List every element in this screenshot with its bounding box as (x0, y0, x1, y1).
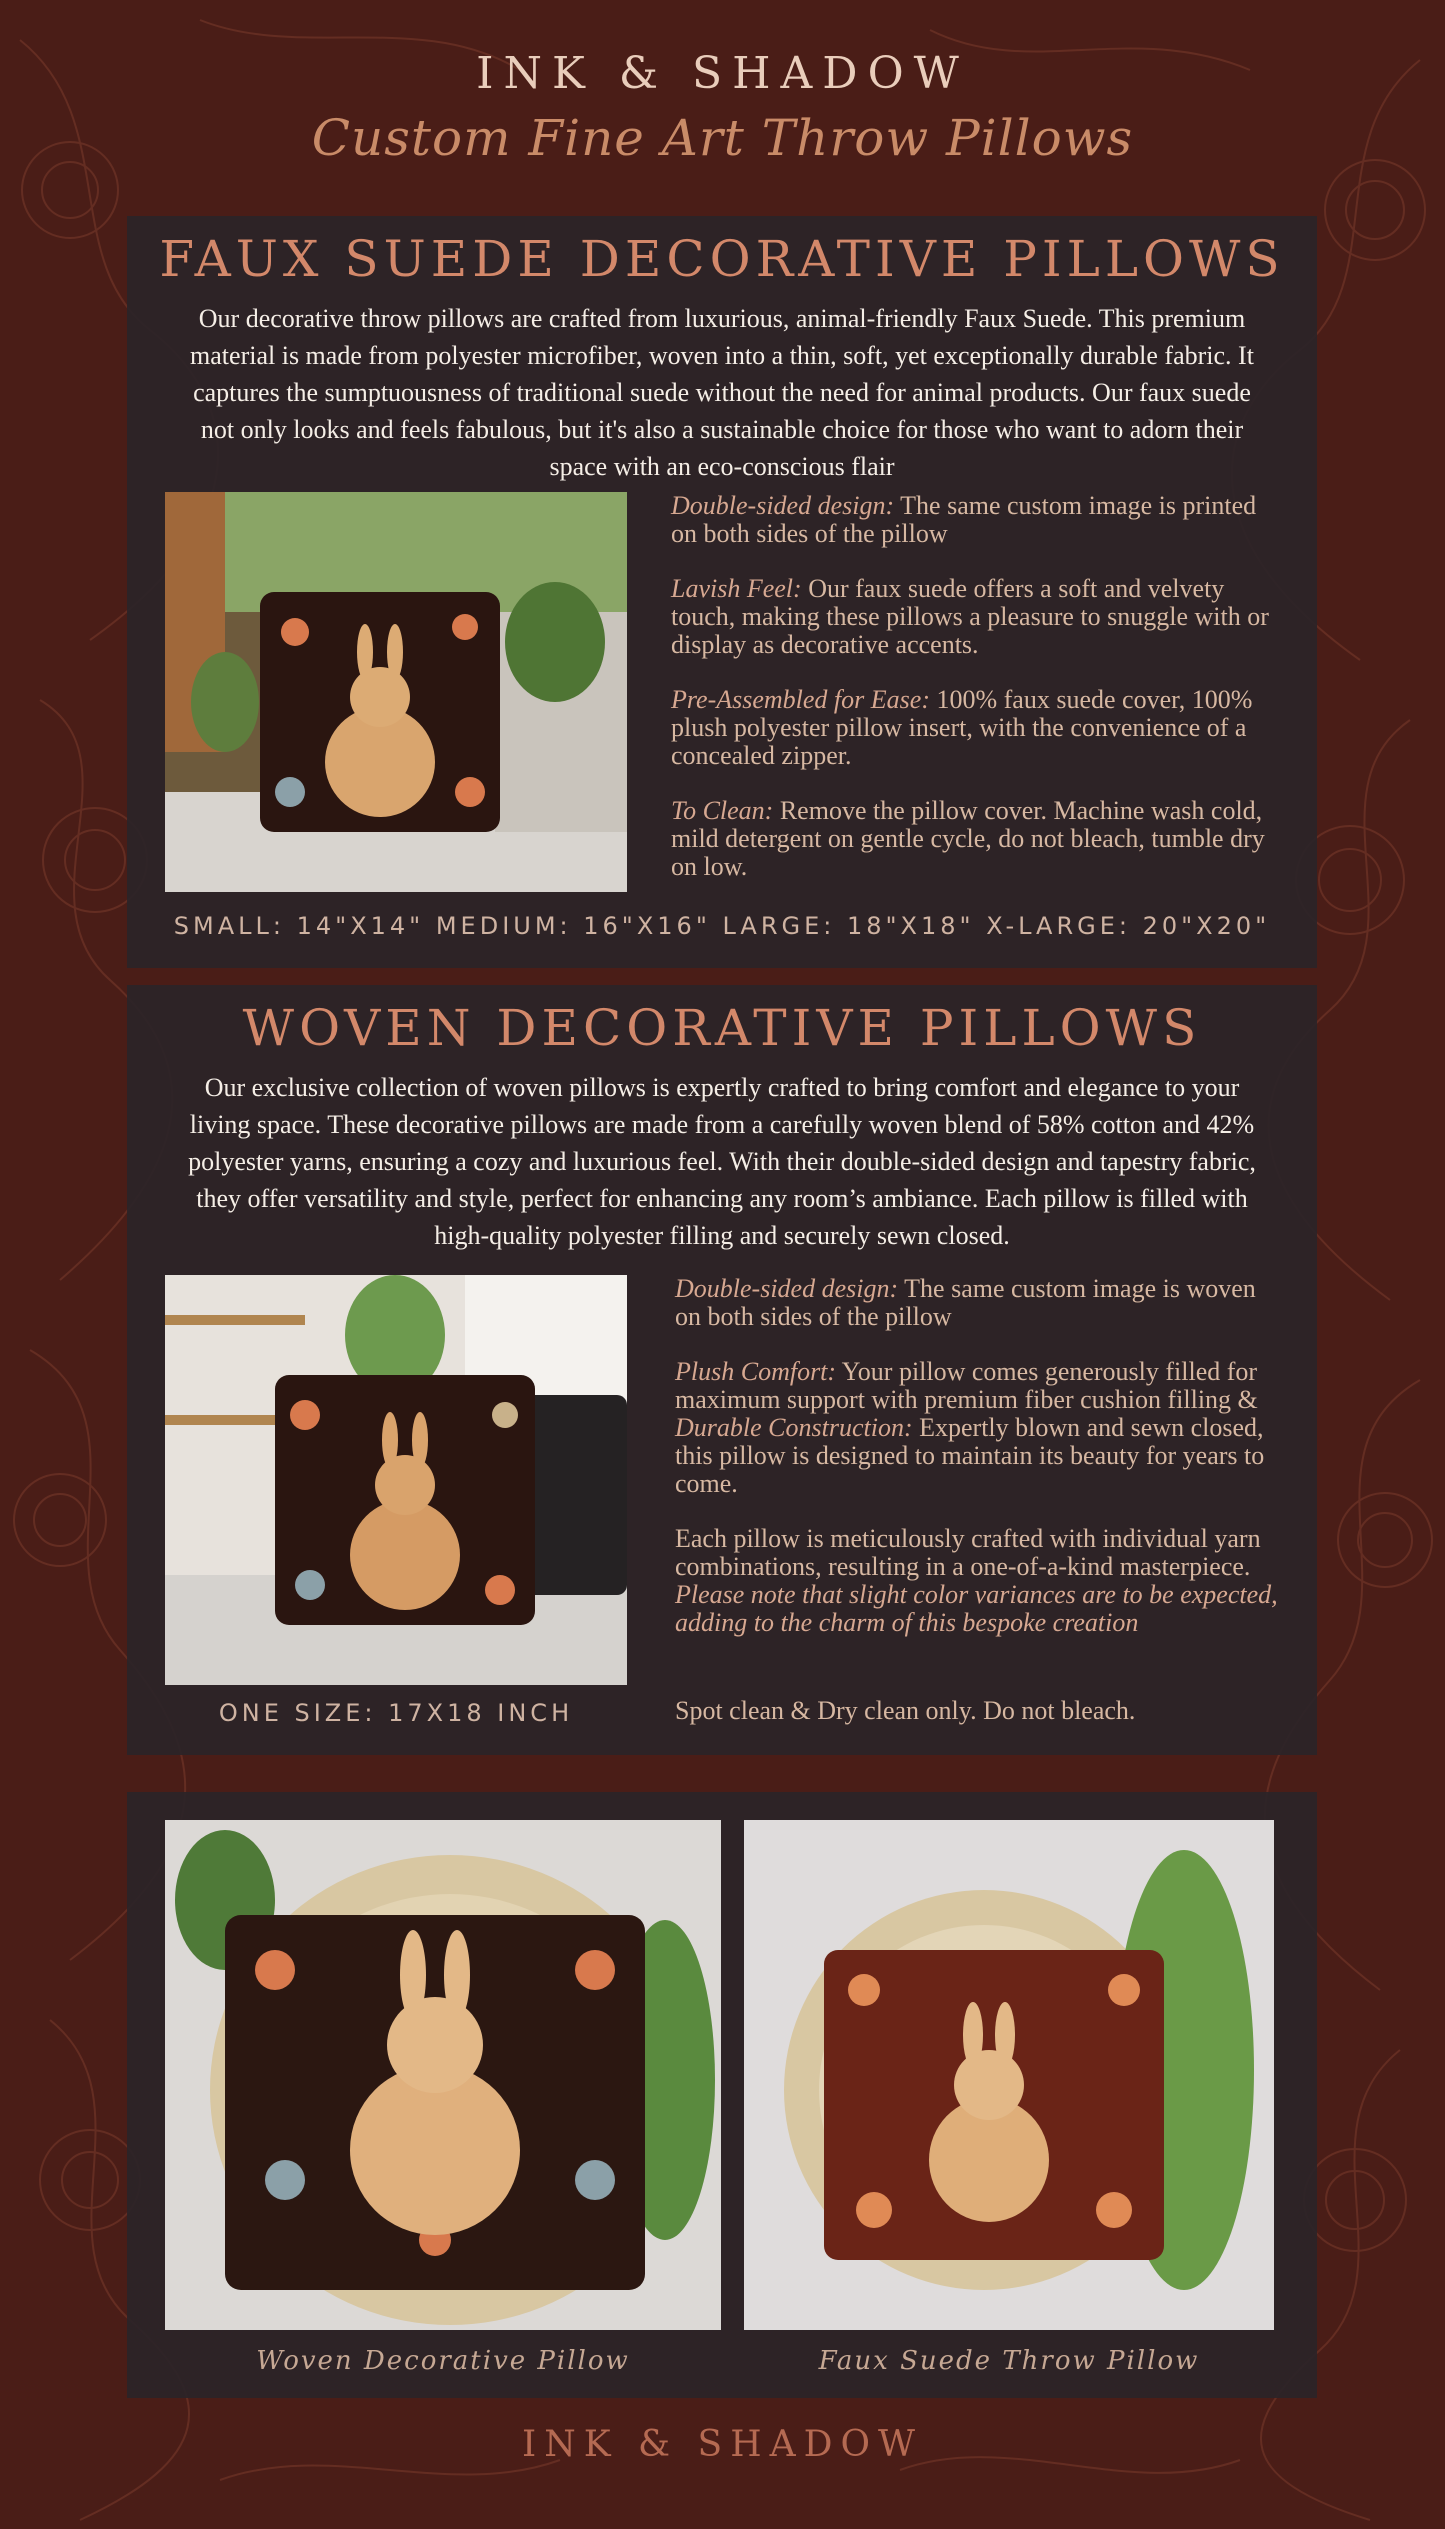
faux-suede-panel (127, 216, 1317, 968)
footer-brand: INK & SHADOW (522, 2424, 923, 2465)
rabbit-pillow-image (165, 492, 627, 892)
faux-suede-features (671, 492, 1271, 908)
faux-suede-intro: Our decorative throw pillows are crafted from luxurious, animal-friendly Faux Suede. This premium material is made from polyester microfiber, woven into a thin, soft, yet exceptionally durable fabric. It captures the sumptuousness of traditional suede without the need for animal products. Our faux suede not only looks and feels fabulous, but it's also a sustainable choice for those who want to adorn their space with an eco-conscious flair (190, 304, 1254, 481)
woven-pillow-basket-image (165, 1820, 721, 2330)
header-subtitle: Custom Fine Art Throw Pillows (311, 109, 1134, 167)
feature-to-clean: To Clean: Remove the pillow cover. Machine wash cold, mild detergent on gentle cycle, do not bleach, tumble dry on low. (671, 796, 1265, 881)
header (0, 48, 1445, 167)
faux-suede-product-photo (165, 492, 627, 892)
faux-suede-title: FAUX SUEDE DECORATIVE PILLOWS (159, 230, 1285, 288)
faux-suede-pillow-photo (744, 1820, 1274, 2330)
woven-title: WOVEN DECORATIVE PILLOWS (242, 999, 1202, 1057)
brand-name: INK & SHADOW (476, 48, 969, 99)
woven-panel (127, 985, 1317, 1755)
caption-faux-suede-pillow: Faux Suede Throw Pillow (818, 2346, 1200, 2376)
woven-product-photo (165, 1275, 627, 1685)
caption-woven-pillow: Woven Decorative Pillow (256, 2346, 630, 2376)
woven-size: ONE SIZE: 17X18 INCH (218, 1699, 574, 1727)
woven-pillow-photo (165, 1820, 721, 2330)
woven-rabbit-pillow-image (165, 1275, 627, 1685)
feature-plush-comfort: Plush Comfort: Your pillow comes generously filled for maximum support with premium fiber cushion filling & Durable Construction: Expertly blown and sewn closed, this pillow is designed to maintain its beauty for years to come. (675, 1357, 1265, 1498)
feature-double-sided-woven: Double-sided design: The same custom image is woven on both sides of the pillow (675, 1274, 1256, 1331)
gallery-panel (127, 1792, 1317, 2398)
faux-suede-sizes: SMALL: 14"X14" MEDIUM: 16"X16" LARGE: 18"X18" X-LARGE: 20"X20" (173, 912, 1271, 940)
feature-one-of-a-kind: Each pillow is meticulously crafted with individual yarn combinations, resulting in a one-of-a-kind masterpiece. Please note that slight color variances are to be expected, adding to the charm of this bespoke creation (675, 1524, 1278, 1637)
feature-lavish-feel: Lavish Feel: Our faux suede offers a soft and velvety touch, making these pillows a pleasure to snuggle with or display as decorative accents. (671, 574, 1269, 659)
woven-features (675, 1275, 1285, 1664)
woven-intro: Our exclusive collection of woven pillows is expertly crafted to bring comfort and elegance to your living space. These decorative pillows are made from a carefully woven blend of 58% cotton and 42% polyester yarns, ensuring a cozy and luxurious feel. With their double-sided design and tapestry fabric, they offer versatility and style, perfect for enhancing any room’s ambiance. Each pillow is filled with high-quality polyester filling and securely sewn closed. (188, 1073, 1256, 1250)
faux-suede-pillow-basket-image (744, 1820, 1274, 2330)
woven-care: Spot clean & Dry clean only. Do not bleach. (675, 1696, 1136, 1725)
feature-double-sided: Double-sided design: The same custom image is printed on both sides of the pillow (671, 491, 1257, 548)
feature-pre-assembled: Pre-Assembled for Ease: 100% faux suede cover, 100% plush polyester pillow insert, with the convenience of a concealed zipper. (671, 685, 1253, 770)
